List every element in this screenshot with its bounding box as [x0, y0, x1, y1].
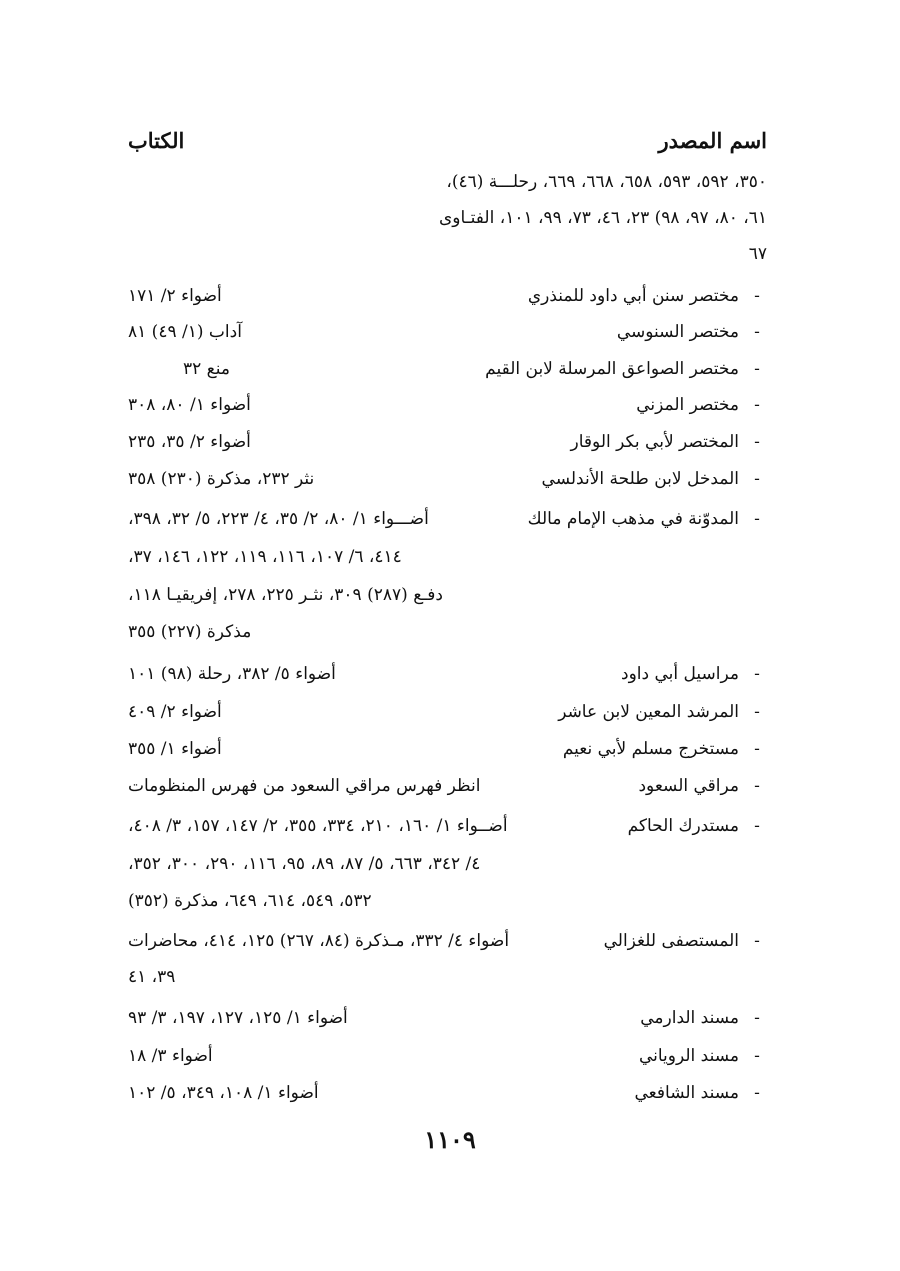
reference-continuation: ٤/ ٣٤٢، ٦٦٣، ٥/ ٨٧، ٨٩، ٩٥، ١١٦، ٢٩٠، ٣٠٠، ٣٥٢، — [128, 854, 481, 874]
source-name: المدوّنة في مذهب الإمام مالك — [527, 509, 739, 529]
book-references: أضواء ١/ ٨٠، ٣٠٨ — [128, 395, 251, 415]
book-references: نثر ٢٣٢، مذكرة (٢٣٠) ٣٥٨ — [128, 469, 315, 489]
source-name: مختصر سنن أبي داود للمنذري — [527, 286, 739, 306]
reference-continuation: ٣٩، ٤١ — [128, 967, 176, 987]
entry-dash: - — [754, 286, 760, 306]
source-name: مسند الروياني — [638, 1046, 739, 1066]
source-column-title: اسم المصدر — [658, 128, 767, 153]
source-name: مستدرك الحاكم — [627, 816, 739, 836]
entry-dash: - — [754, 1083, 760, 1103]
book-references: أضواء ٤/ ٣٣٢، مـذكرة (٨٤، ٢٦٧) ١٢٥، ٤١٤، محاضرات — [128, 931, 510, 951]
index-entry — [128, 461, 767, 497]
book-references: أضواء ٣/ ١٨ — [128, 1046, 213, 1066]
entry-dash: - — [754, 931, 760, 951]
entry-dash: - — [754, 432, 760, 452]
source-name: مسند الشافعي — [634, 1083, 739, 1103]
index-entry — [128, 808, 767, 844]
source-name: المختصر لأبي بكر الوقار — [570, 432, 739, 452]
book-references: منع ٣٢ — [183, 359, 230, 379]
book-references: أضواء ١/ ١٢٥، ١٢٧، ١٩٧، ٣/ ٩٣ — [128, 1008, 348, 1028]
entry-dash: - — [754, 702, 760, 722]
reference-continuation: ٤١٤، ٦/ ١٠٧، ١١٦، ١١٩، ١٢٢، ١٤٦، ٣٧، — [128, 547, 402, 567]
book-references: أضواء ٥/ ٣٨٢، رحلة (٩٨) ١٠١ — [128, 664, 336, 684]
source-name: المرشد المعين لابن عاشر — [558, 702, 739, 722]
reference-continuation: دفـع (٢٨٧) ٣٠٩، نثـر ٢٢٥، ٢٧٨، إفريقيـا ١١٨، — [128, 585, 443, 605]
book-column-title: الكتاب — [128, 128, 185, 153]
source-name: مستخرج مسلم لأبي نعيم — [562, 739, 739, 759]
book-references: أضــواء ١/ ١٦٠، ٢١٠، ٣٣٤، ٣٥٥، ٢/ ١٤٧، ١٥٧، ٣/ ٤٠٨، — [128, 816, 508, 836]
index-entry — [128, 768, 767, 804]
entry-dash: - — [754, 816, 760, 836]
index-entry — [128, 1000, 767, 1036]
source-name: مختصر المزني — [636, 395, 739, 415]
entry-dash: - — [754, 739, 760, 759]
book-references: أضواء ٢/ ٤٠٩ — [128, 702, 222, 722]
entry-dash: - — [754, 776, 760, 796]
entry-dash: - — [754, 1008, 760, 1028]
index-entry — [128, 1075, 767, 1111]
continuation-line: ٦٧ — [748, 244, 767, 264]
entry-dash: - — [754, 359, 760, 379]
index-entry — [128, 656, 767, 692]
source-name: المدخل لابن طلحة الأندلسي — [541, 469, 739, 489]
index-entry — [128, 694, 767, 730]
index-entry — [128, 923, 767, 959]
table-header — [128, 124, 767, 160]
entry-dash: - — [754, 664, 760, 684]
source-name: مراقي السعود — [638, 776, 739, 796]
entry-dash: - — [754, 509, 760, 529]
source-name: مختصر السنوسي — [616, 322, 739, 342]
book-references: آداب (١/ ٤٩) ٨١ — [128, 322, 242, 342]
index-entry — [128, 387, 767, 423]
source-name: مختصر الصواعق المرسلة لابن القيم — [485, 359, 739, 379]
page-number: ١١٠٩ — [424, 1125, 476, 1154]
index-entry — [128, 314, 767, 350]
reference-continuation: مذكرة (٢٢٧) ٣٥٥ — [128, 622, 252, 642]
entry-dash: - — [754, 1046, 760, 1066]
index-entry — [128, 731, 767, 767]
book-references: انظر فهرس مراقي السعود من فهرس المنظومات — [128, 776, 481, 796]
book-references: أضواء ٢/ ١٧١ — [128, 286, 222, 306]
source-name: مراسيل أبي داود — [621, 664, 739, 684]
source-name: مسند الدارمي — [640, 1008, 739, 1028]
book-references: أضواء ٢/ ٣٥، ٢٣٥ — [128, 432, 251, 452]
continuation-line: ٦١، ٨٠، ٩٧، ٩٨) ٢٣، ٤٦، ٧٣، ٩٩، ١٠١، الفتـاوى — [438, 208, 767, 228]
book-references: أضواء ١/ ٣٥٥ — [128, 739, 222, 759]
entry-dash: - — [754, 469, 760, 489]
source-name: المستصفى للغزالي — [603, 931, 739, 951]
entry-dash: - — [754, 395, 760, 415]
book-references: أضـــواء ١/ ٨٠، ٢/ ٣٥، ٤/ ٢٢٣، ٥/ ٣٢، ٣٩٨، — [128, 509, 429, 529]
book-references: أضواء ١/ ١٠٨، ٣٤٩، ٥/ ١٠٢ — [128, 1083, 319, 1103]
reference-continuation: ٥٣٢، ٥٤٩، ٦١٤، ٦٤٩، مذكرة (٣٥٢) — [128, 891, 372, 911]
index-entry — [128, 424, 767, 460]
index-entry — [128, 1038, 767, 1074]
continuation-line: ٣٥٠، ٥٩٢، ٥٩٣، ٦٥٨، ٦٦٨، ٦٦٩، رحلـــة (٤٦)، — [446, 172, 767, 192]
index-entry — [128, 278, 767, 314]
index-entry — [128, 501, 767, 537]
entry-dash: - — [754, 322, 760, 342]
index-entry — [128, 351, 767, 387]
